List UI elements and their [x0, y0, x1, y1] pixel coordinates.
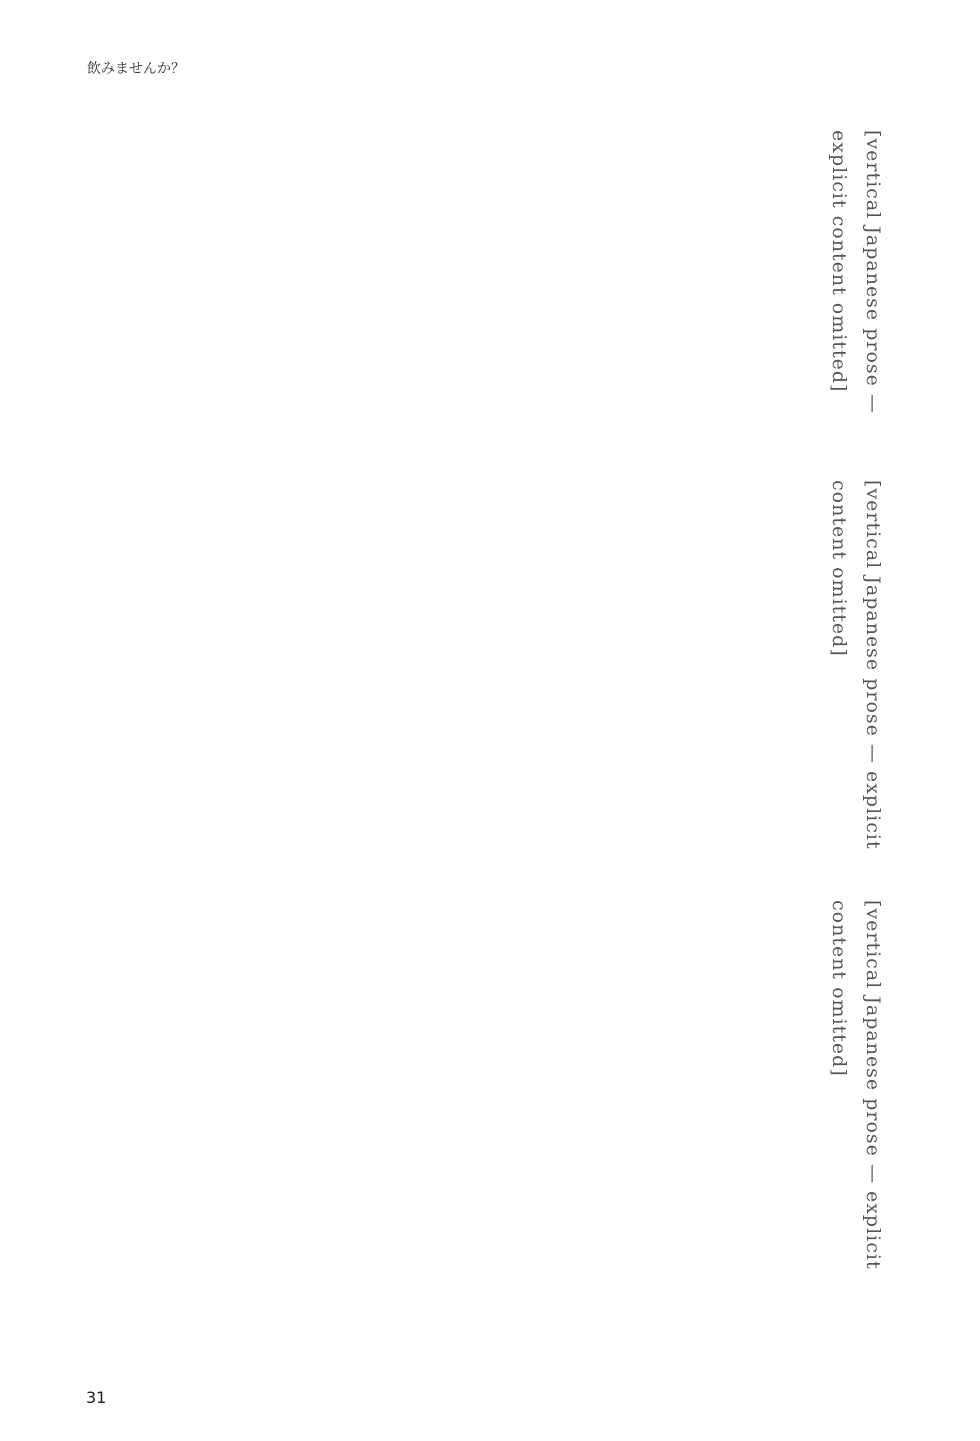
running-header: 飲みませんか？	[87, 61, 185, 77]
page-number: 31	[86, 1388, 107, 1407]
body-text-lower: [vertical Japanese prose — explicit content omitted]	[828, 900, 884, 1270]
body-text-middle: [vertical Japanese prose — explicit content omitted]	[828, 480, 884, 850]
body-text-upper: [vertical Japanese prose — explicit content omitted]	[828, 130, 884, 414]
